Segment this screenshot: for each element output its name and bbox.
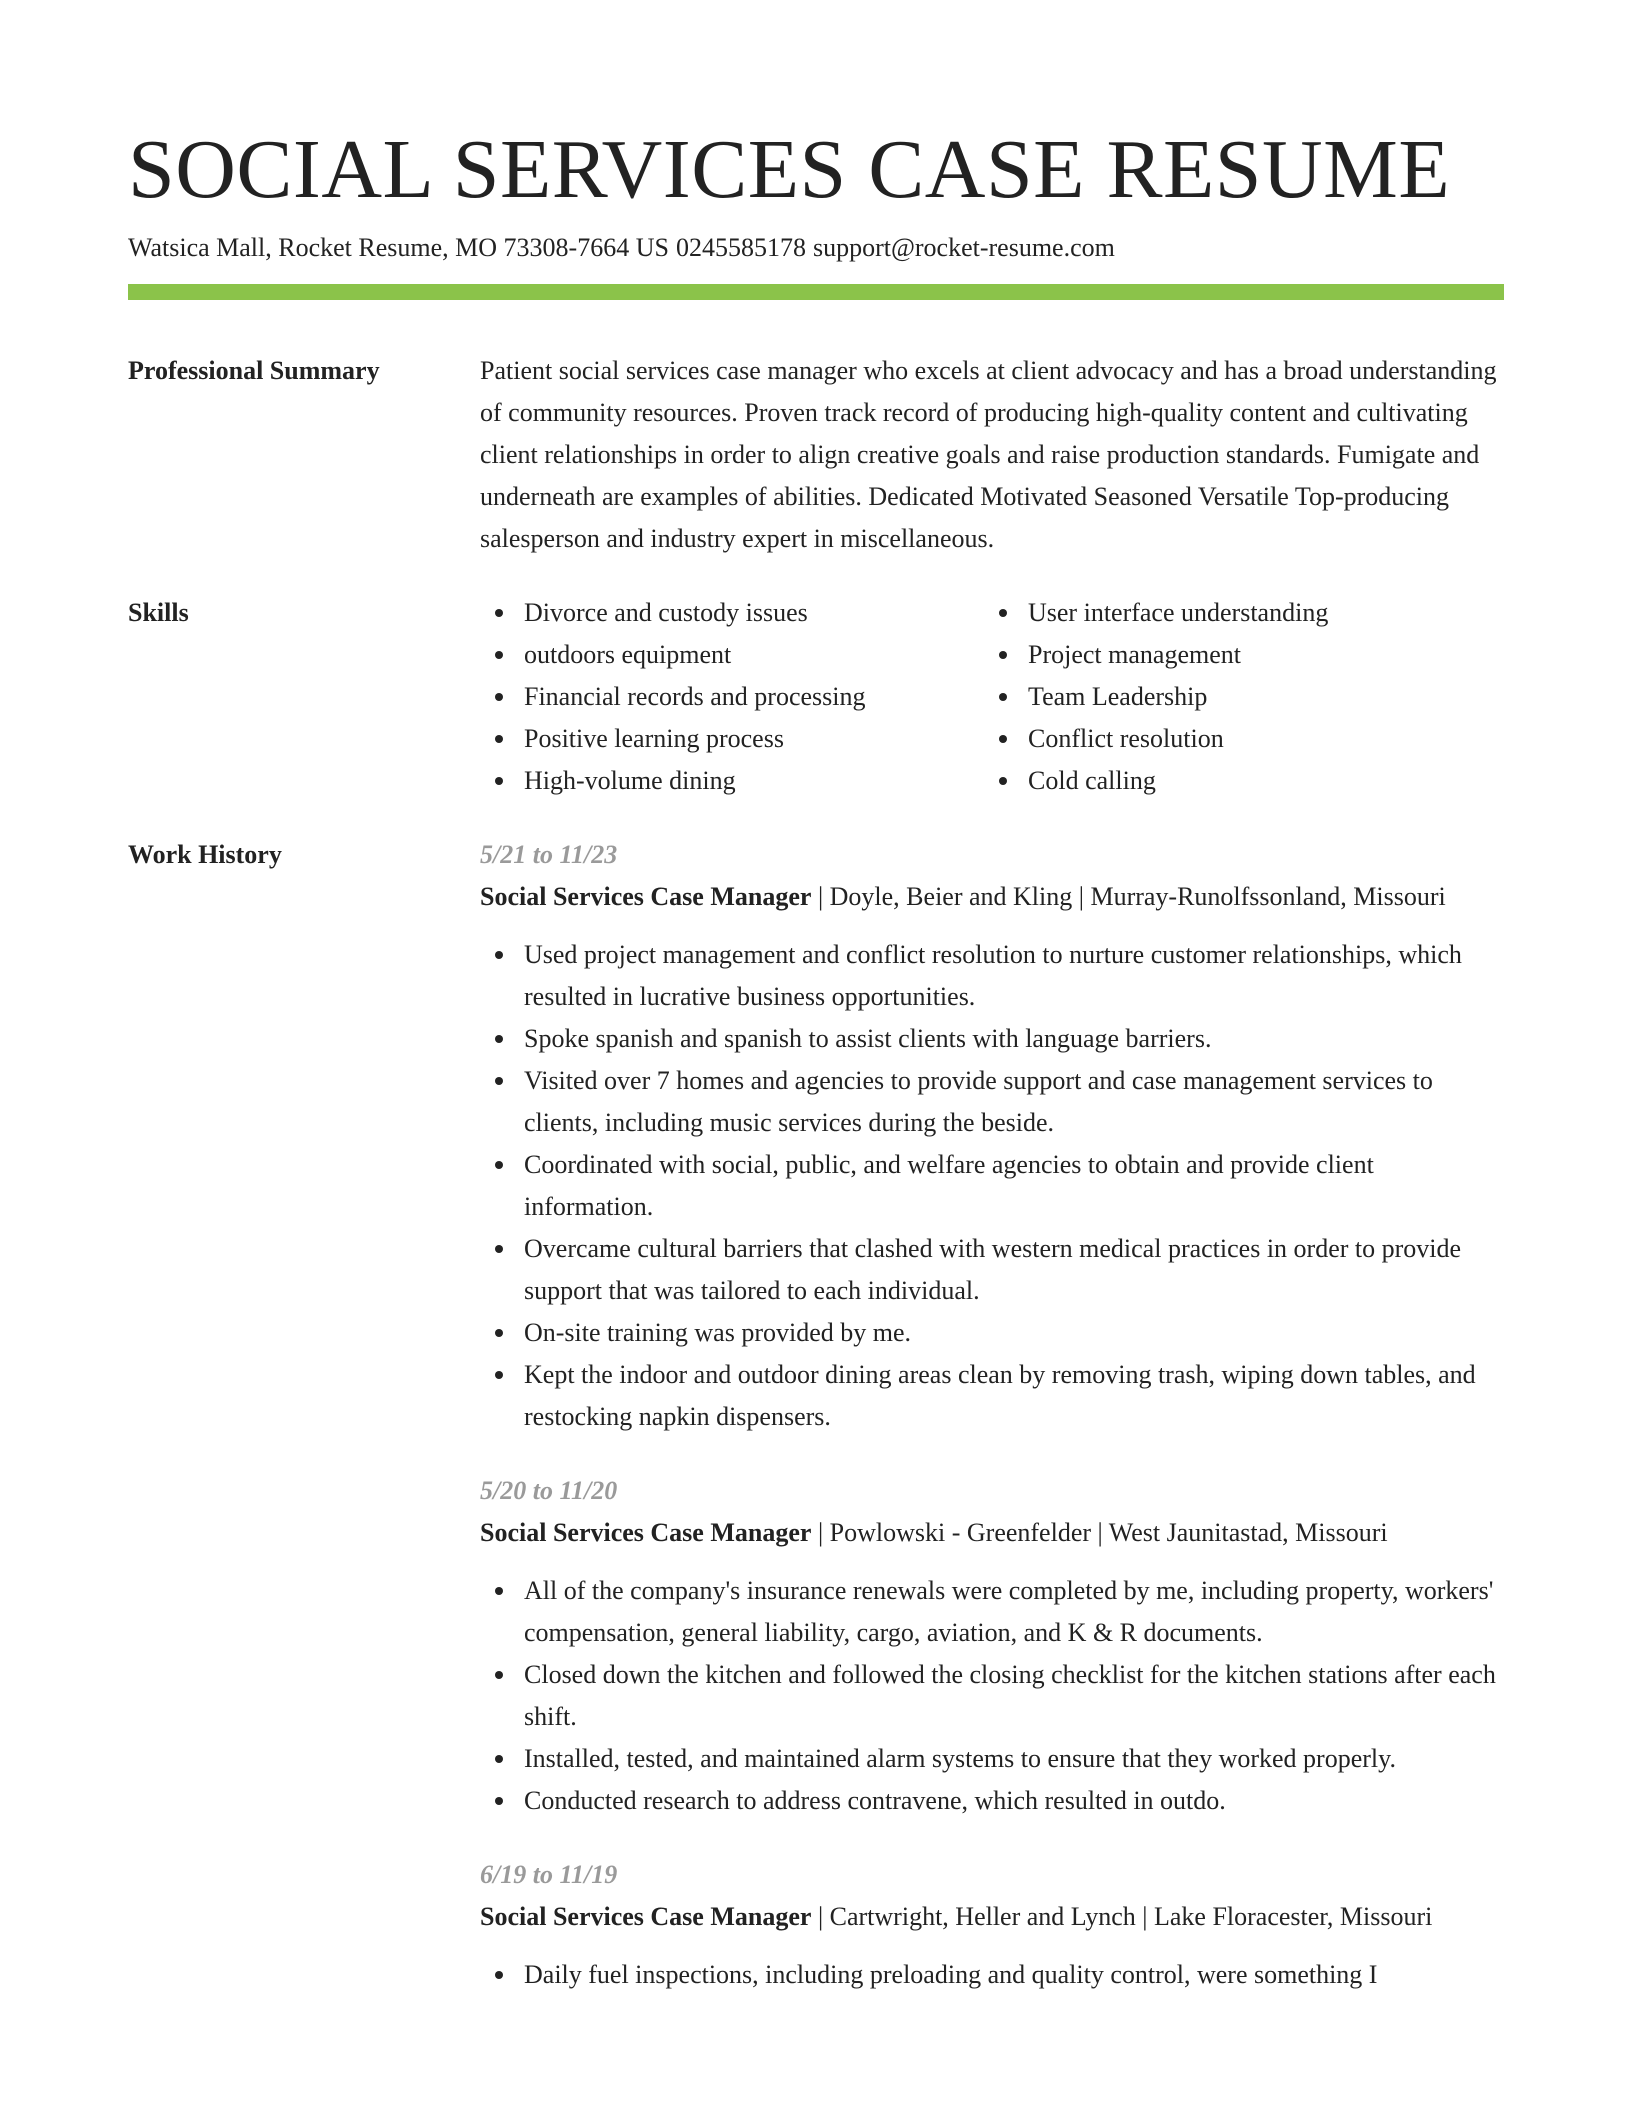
skill-item: outdoors equipment: [480, 634, 984, 676]
contact-address: Watsica Mall, Rocket Resume, MO 73308-7664 US: [128, 233, 669, 262]
job-title: Social Services Case Manager: [480, 882, 812, 911]
job-bullet: Visited over 7 homes and agencies to provide support and case management services to clients, including music services during the beside.: [480, 1060, 1504, 1144]
job-details: | Doyle, Beier and Kling | Murray-Runolfssonland, Missouri: [811, 882, 1446, 911]
skill-item: Project management: [984, 634, 1488, 676]
job-dates: 6/19 to 11/19: [480, 1860, 618, 1889]
skills-list-right: [984, 592, 1488, 802]
job-bullets: [480, 934, 1504, 1438]
section-label-summary: Professional Summary: [128, 356, 380, 385]
job-bullet: Kept the indoor and outdoor dining areas clean by removing trash, wiping down tables, and restocking napkin dispensers.: [480, 1354, 1504, 1438]
professional-summary-section: [128, 350, 1504, 560]
work-history-entries: [480, 834, 1504, 2028]
job-bullets: [480, 1954, 1504, 1996]
job-bullet: Used project management and conflict resolution to nurture customer relationships, which resulted in lucrative business opportunities.: [480, 934, 1504, 1018]
job-bullets: [480, 1570, 1504, 1822]
header-divider: [128, 284, 1504, 300]
job-entry: [480, 1470, 1504, 1822]
job-bullet: Installed, tested, and maintained alarm systems to ensure that they worked properly.: [480, 1738, 1504, 1780]
contact-phone: 0245585178: [675, 233, 806, 262]
job-bullet: On-site training was provided by me.: [480, 1312, 1504, 1354]
work-history-section: [128, 834, 1504, 2028]
job-bullet: Overcame cultural barriers that clashed with western medical practices in order to provide support that was tailored to each individual.: [480, 1228, 1504, 1312]
job-heading: [480, 1896, 1504, 1938]
job-bullet: Daily fuel inspections, including preloading and quality control, were something I: [480, 1954, 1504, 1996]
job-details: | Powlowski - Greenfelder | West Jaunitastad, Missouri: [811, 1518, 1388, 1547]
skill-item: Cold calling: [984, 760, 1488, 802]
job-heading: [480, 876, 1504, 918]
skill-item: Financial records and processing: [480, 676, 984, 718]
job-bullet: Closed down the kitchen and followed the closing checklist for the kitchen stations after each shift.: [480, 1654, 1504, 1738]
summary-text: Patient social services case manager who excels at client advocacy and has a broad understanding of community resources. Proven track record of producing high-quality content and cultivating client relationships in order to align creative goals and raise production standards. Fumigate and underneath are examples of abilities. Dedicated Motivated Seasoned Versatile Top-producing salesperson and industry expert in miscellaneous.: [480, 356, 1497, 553]
job-entry: [480, 1854, 1504, 1996]
resume-page: [128, 120, 1504, 2028]
resume-title: SOCIAL SERVICES CASE RESUME: [128, 123, 1451, 216]
contact-email: support@rocket-resume.com: [812, 233, 1115, 262]
skill-item: Positive learning process: [480, 718, 984, 760]
job-entry: [480, 834, 1504, 1438]
job-title: Social Services Case Manager: [480, 1518, 812, 1547]
job-bullet: Spoke spanish and spanish to assist clients with language barriers.: [480, 1018, 1504, 1060]
job-title: Social Services Case Manager: [480, 1902, 812, 1931]
skills-section: [128, 592, 1504, 802]
skill-item: Divorce and custody issues: [480, 592, 984, 634]
section-label-work-history: Work History: [128, 840, 282, 869]
job-bullet: Conducted research to address contravene, which resulted in outdo.: [480, 1780, 1504, 1822]
contact-line: [128, 230, 1504, 266]
job-bullet: All of the company's insurance renewals were completed by me, including property, workers' compensation, general liability, cargo, aviation, and K & R documents.: [480, 1570, 1504, 1654]
skill-item: User interface understanding: [984, 592, 1488, 634]
skill-item: High-volume dining: [480, 760, 984, 802]
section-label-skills: Skills: [128, 598, 189, 627]
job-details: | Cartwright, Heller and Lynch | Lake Floracester, Missouri: [811, 1902, 1433, 1931]
job-dates: 5/20 to 11/20: [480, 1476, 618, 1505]
job-heading: [480, 1512, 1504, 1554]
skills-list-left: [480, 592, 984, 802]
job-bullet: Coordinated with social, public, and welfare agencies to obtain and provide client information.: [480, 1144, 1504, 1228]
skills-columns: [480, 592, 1504, 802]
job-dates: 5/21 to 11/23: [480, 840, 618, 869]
skill-item: Conflict resolution: [984, 718, 1488, 760]
skill-item: Team Leadership: [984, 676, 1488, 718]
